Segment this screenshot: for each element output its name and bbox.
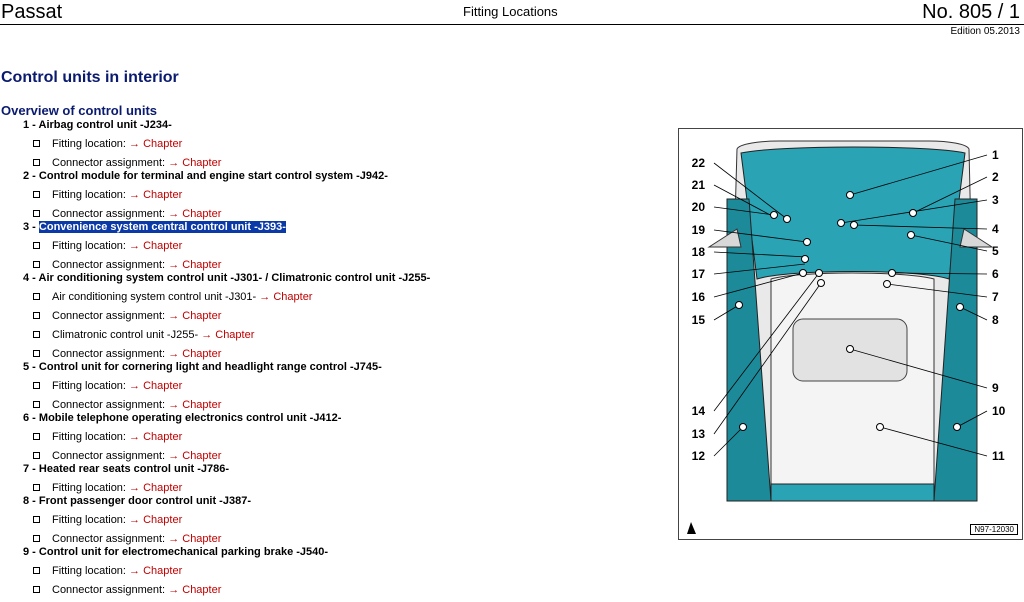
list-item: 7 - Heated rear seats control unit -J786- <box>23 463 230 475</box>
item-number: 7 <box>23 463 30 475</box>
chapter-link[interactable]: → Chapter <box>168 310 222 322</box>
chapter-link[interactable]: → Chapter <box>168 399 222 411</box>
checkbox-bullet-icon <box>33 331 40 338</box>
sub-item-text: Connector assignment: <box>52 310 166 322</box>
sub-item-text: Fitting location: <box>52 189 126 201</box>
list-item: 2 - Control module for terminal and engine start control system -J942- <box>23 170 388 182</box>
list-item: 1 - Airbag control unit -J234- <box>23 119 172 131</box>
checkbox-bullet-icon <box>33 433 40 440</box>
item-label: Mobile telephone operating electronics control unit -J412- <box>38 412 342 424</box>
chapter-link[interactable]: → Chapter <box>201 329 255 341</box>
chapter-link[interactable]: → Chapter <box>129 138 183 150</box>
list-item: 3 - Convenience system central control unit -J393- <box>23 221 286 233</box>
figure-label: 4 <box>992 222 999 236</box>
sub-item <box>33 310 693 323</box>
page-header <box>0 0 1024 25</box>
sub-item <box>33 565 693 578</box>
checkbox-bullet-icon <box>33 312 40 319</box>
figure-label: 8 <box>992 313 999 327</box>
list-item: 4 - Air conditioning system control unit -J301- / Climatronic control unit -J255- <box>23 272 431 284</box>
chapter-link[interactable]: → Chapter <box>168 533 222 545</box>
sub-item <box>33 533 693 546</box>
figure-label: 12 <box>691 449 705 463</box>
figure-label: 6 <box>992 267 999 281</box>
figure-label: 19 <box>691 223 705 237</box>
chapter-link[interactable]: → Chapter <box>129 189 183 201</box>
item-number: 1 <box>23 119 30 131</box>
sub-item-text: Climatronic control unit -J255- <box>52 329 199 341</box>
car-interior-diagram <box>679 129 1022 539</box>
figure-label: 11 <box>992 449 1005 463</box>
chapter-link[interactable]: → Chapter <box>168 157 222 169</box>
sub-item <box>33 431 693 444</box>
chapter-link[interactable]: → Chapter <box>168 259 222 271</box>
chapter-link[interactable]: → Chapter <box>129 431 183 443</box>
item-number: 5 <box>23 361 30 373</box>
checkbox-bullet-icon <box>33 159 40 166</box>
sub-item-text: Air conditioning system control unit -J301- <box>52 291 257 303</box>
checkbox-bullet-icon <box>33 567 40 574</box>
sub-item-text: Connector assignment: <box>52 533 166 545</box>
checkbox-bullet-icon <box>33 535 40 542</box>
list-item: 8 - Front passenger door control unit -J387- <box>23 495 251 507</box>
sub-item-text: Connector assignment: <box>52 157 166 169</box>
sub-item-text: Fitting location: <box>52 514 126 526</box>
checkbox-bullet-icon <box>33 261 40 268</box>
figure-label: 14 <box>691 404 705 418</box>
chapter-link[interactable]: → Chapter <box>129 240 183 252</box>
item-label: Front passenger door control unit -J387- <box>38 495 251 507</box>
sub-item <box>33 189 693 202</box>
chapter-link[interactable]: → Chapter <box>168 450 222 462</box>
sub-item-text: Fitting location: <box>52 240 126 252</box>
chapter-link[interactable]: → Chapter <box>168 584 222 596</box>
subsection-title: Overview of control units <box>1 103 158 118</box>
section-title: Control units in interior <box>1 69 179 86</box>
sub-item <box>33 380 693 393</box>
sub-item-text: Connector assignment: <box>52 450 166 462</box>
figure-label: 3 <box>992 193 999 207</box>
checkbox-bullet-icon <box>33 350 40 357</box>
control-unit-list <box>0 119 660 597</box>
item-label: Control unit for cornering light and headlight range control -J745- <box>38 361 382 373</box>
figure-label: 10 <box>992 404 1006 418</box>
item-label: Heated rear seats control unit -J786- <box>38 463 230 475</box>
checkbox-bullet-icon <box>33 452 40 459</box>
figure-label: 17 <box>691 267 705 281</box>
list-item: 9 - Control unit for electromechanical parking brake -J540- <box>23 546 329 558</box>
figure-label: 1 <box>992 148 999 162</box>
edition-label: Edition 05.2013 <box>950 26 1020 37</box>
checkbox-bullet-icon <box>33 191 40 198</box>
item-label: Air conditioning system control unit -J301- / Climatronic control unit -J255- <box>38 272 431 284</box>
item-number: 6 <box>23 412 30 424</box>
sub-item <box>33 157 693 170</box>
checkbox-bullet-icon <box>33 516 40 523</box>
figure-label: 21 <box>691 178 705 192</box>
figure-label: 20 <box>691 200 705 214</box>
sub-item <box>33 259 693 272</box>
list-item: 5 - Control unit for cornering light and headlight range control -J745- <box>23 361 382 373</box>
sub-item-text: Connector assignment: <box>52 259 166 271</box>
figure-labels-right <box>992 148 1006 463</box>
sub-item <box>33 291 693 304</box>
sub-item <box>33 208 693 221</box>
item-number: 2 <box>23 170 30 182</box>
figure-code: N97-12030 <box>970 524 1018 535</box>
sub-item <box>33 138 693 151</box>
sub-item-text: Fitting location: <box>52 482 126 494</box>
sub-item-text: Connector assignment: <box>52 208 166 220</box>
model-name: Passat <box>1 1 63 23</box>
sub-item <box>33 348 693 361</box>
chapter-link[interactable]: → Chapter <box>129 514 183 526</box>
document-title: Fitting Locations <box>463 4 558 19</box>
list-item: 6 - Mobile telephone operating electronics control unit -J412- <box>23 412 342 424</box>
checkbox-bullet-icon <box>33 140 40 147</box>
checkbox-bullet-icon <box>33 242 40 249</box>
north-arrow-icon <box>687 522 696 534</box>
sub-item <box>33 584 693 597</box>
checkbox-bullet-icon <box>33 586 40 593</box>
item-number: 3 <box>23 221 30 233</box>
chapter-link[interactable]: → Chapter <box>168 348 222 360</box>
sub-item <box>33 514 693 527</box>
checkbox-bullet-icon <box>33 484 40 491</box>
sub-item-text: Fitting location: <box>52 138 126 150</box>
figure-label: 7 <box>992 290 999 304</box>
sub-item-text: Connector assignment: <box>52 584 166 596</box>
chapter-link[interactable]: → Chapter <box>168 208 222 220</box>
rear-window <box>771 484 934 501</box>
item-label: Airbag control unit -J234- <box>38 119 172 131</box>
item-label: Convenience system central control unit -J393- <box>38 221 286 233</box>
item-number: 4 <box>23 272 30 284</box>
sub-item-text: Fitting location: <box>52 380 126 392</box>
figure-label: 16 <box>691 290 705 304</box>
figure-labels-left <box>692 156 706 463</box>
chapter-link[interactable]: → Chapter <box>259 291 313 303</box>
item-number: 8 <box>23 495 30 507</box>
sub-item-text: Connector assignment: <box>52 399 166 411</box>
checkbox-bullet-icon <box>33 293 40 300</box>
checkbox-bullet-icon <box>33 401 40 408</box>
checkbox-bullet-icon <box>33 382 40 389</box>
item-label: Control unit for electromechanical parking brake -J540- <box>38 546 329 558</box>
figure-label: 13 <box>691 427 705 441</box>
sub-item <box>33 329 693 342</box>
checkbox-bullet-icon <box>33 210 40 217</box>
chapter-link[interactable]: → Chapter <box>129 380 183 392</box>
figure-label: 15 <box>691 313 705 327</box>
sub-item <box>33 399 693 412</box>
chapter-link[interactable]: → Chapter <box>129 565 183 577</box>
sub-item <box>33 450 693 463</box>
item-number: 9 <box>23 546 30 558</box>
figure-label: 9 <box>992 381 999 395</box>
fitting-location-figure <box>678 128 1023 540</box>
page-number: No. 805 / 1 <box>922 1 1020 23</box>
figure-label: 22 <box>691 156 705 170</box>
item-label: Control module for terminal and engine start control system -J942- <box>38 170 388 182</box>
sub-item-text: Fitting location: <box>52 565 126 577</box>
sub-item <box>33 240 693 253</box>
sub-item <box>33 482 693 495</box>
sub-item-text: Connector assignment: <box>52 348 166 360</box>
sub-item-text: Fitting location: <box>52 431 126 443</box>
cabin-floor <box>771 273 934 501</box>
figure-label: 2 <box>992 170 999 184</box>
chapter-link[interactable]: → Chapter <box>129 482 183 494</box>
figure-label: 5 <box>992 244 999 258</box>
figure-label: 18 <box>691 245 705 259</box>
